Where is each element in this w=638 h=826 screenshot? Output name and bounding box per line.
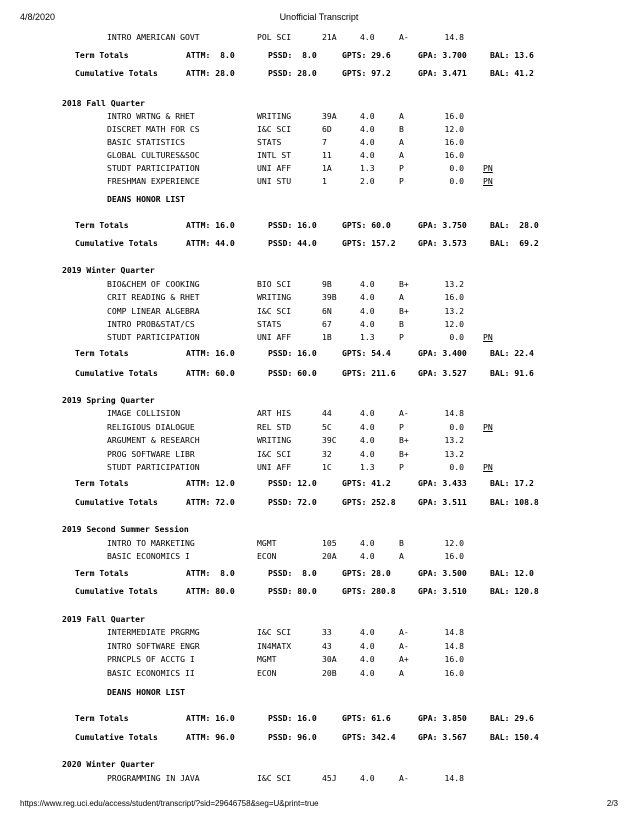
totals-points: GPTS: 61.6: [342, 713, 391, 723]
course-grade: A+: [399, 654, 409, 664]
totals-label: Cumulative Totals: [75, 68, 158, 78]
course-dept: MGMT: [257, 538, 277, 548]
course-number: 9B: [322, 279, 332, 289]
course-number: 45J: [322, 773, 337, 783]
course-grade: A: [399, 137, 404, 147]
course-grade: P: [399, 163, 404, 173]
totals-gpa: GPA: 3.527: [418, 368, 467, 378]
course-dept: ECON: [257, 551, 277, 561]
course-grade: B: [399, 538, 404, 548]
course-number: 5C: [322, 422, 332, 432]
totals-label: Cumulative Totals: [75, 497, 158, 507]
course-units: 4.0: [360, 306, 375, 316]
course-points: 16.0: [444, 654, 464, 664]
course-note: PN: [483, 422, 493, 432]
course-title: PROGRAMMING IN JAVA: [107, 773, 200, 783]
totals-gpa: GPA: 3.500: [418, 568, 467, 578]
totals-passed: PSSD: 8.0: [268, 568, 317, 578]
course-points: 12.0: [444, 319, 464, 329]
course-dept: UNI AFF: [257, 332, 292, 342]
course-number: 67: [322, 319, 332, 329]
course-number: 39B: [322, 292, 337, 302]
course-dept: I&C SCI: [257, 773, 292, 783]
totals-points: GPTS: 60.0: [342, 220, 391, 230]
course-dept: I&C SCI: [257, 627, 292, 637]
course-dept: ART HIS: [257, 408, 292, 418]
course-number: 44: [322, 408, 332, 418]
course-number: 6D: [322, 124, 332, 134]
quarter-heading: 2019 Fall Quarter: [62, 614, 145, 624]
course-number: 105: [322, 538, 337, 548]
course-number: 1B: [322, 332, 332, 342]
course-dept: MGMT: [257, 654, 277, 664]
course-points: 14.8: [444, 641, 464, 651]
course-points: 0.0: [449, 332, 464, 342]
course-dept: UNI AFF: [257, 462, 292, 472]
totals-gpa: GPA: 3.400: [418, 348, 467, 358]
page-number: 2/3: [606, 799, 618, 808]
course-units: 4.0: [360, 408, 375, 418]
course-title: BASIC STATISTICS: [107, 137, 185, 147]
course-title: RELIGIOUS DIALOGUE: [107, 422, 195, 432]
course-title: INTRO PROB&STAT/CS: [107, 319, 195, 329]
course-number: 30A: [322, 654, 337, 664]
course-points: 12.0: [444, 538, 464, 548]
totals-attempted: ATTM: 8.0: [186, 568, 235, 578]
course-grade: B: [399, 124, 404, 134]
course-title: INTRO TO MARKETING: [107, 538, 195, 548]
course-points: 14.8: [444, 773, 464, 783]
course-grade: A-: [399, 641, 409, 651]
course-points: 16.0: [444, 150, 464, 160]
quarter-heading: 2019 Spring Quarter: [62, 395, 155, 405]
course-title: INTERMEDIATE PRGRMG: [107, 627, 200, 637]
totals-balance: BAL: 29.6: [490, 713, 534, 723]
course-title: INTRO WRTNG & RHET: [107, 111, 195, 121]
course-dept: WRITING: [257, 435, 292, 445]
totals-balance: BAL: 12.0: [490, 568, 534, 578]
course-grade: A-: [399, 627, 409, 637]
totals-attempted: ATTM: 16.0: [186, 220, 235, 230]
totals-attempted: ATTM: 80.0: [186, 586, 235, 596]
course-grade: B: [399, 319, 404, 329]
honor-list-note: DEANS HONOR LIST: [107, 194, 185, 204]
totals-balance: BAL: 41.2: [490, 68, 534, 78]
totals-gpa: GPA: 3.471: [418, 68, 467, 78]
course-number: 39A: [322, 111, 337, 121]
course-units: 4.0: [360, 551, 375, 561]
course-number: 1: [322, 176, 327, 186]
totals-passed: PSSD: 96.0: [268, 732, 317, 742]
course-units: 4.0: [360, 668, 375, 678]
course-points: 16.0: [444, 137, 464, 147]
course-dept: STATS: [257, 319, 282, 329]
course-dept: INTL ST: [257, 150, 292, 160]
totals-attempted: ATTM: 44.0: [186, 238, 235, 248]
course-number: 6N: [322, 306, 332, 316]
totals-attempted: ATTM: 96.0: [186, 732, 235, 742]
course-units: 4.0: [360, 422, 375, 432]
course-title: FRESHMAN EXPERIENCE: [107, 176, 200, 186]
course-units: 4.0: [360, 292, 375, 302]
course-title: INTRO AMERICAN GOVT: [107, 32, 200, 42]
totals-gpa: GPA: 3.573: [418, 238, 467, 248]
totals-points: GPTS: 157.2: [342, 238, 396, 248]
course-units: 4.0: [360, 279, 375, 289]
course-points: 12.0: [444, 124, 464, 134]
course-title: DISCRET MATH FOR CS: [107, 124, 200, 134]
totals-gpa: GPA: 3.510: [418, 586, 467, 596]
course-title: COMP LINEAR ALGEBRA: [107, 306, 200, 316]
totals-balance: BAL: 91.6: [490, 368, 534, 378]
course-points: 14.8: [444, 32, 464, 42]
totals-balance: BAL: 120.8: [490, 586, 539, 596]
totals-label: Term Totals: [75, 348, 129, 358]
quarter-heading: 2019 Second Summer Session: [62, 524, 189, 534]
course-grade: A: [399, 111, 404, 121]
totals-passed: PSSD: 44.0: [268, 238, 317, 248]
totals-attempted: ATTM: 8.0: [186, 50, 235, 60]
course-number: 43: [322, 641, 332, 651]
totals-label: Cumulative Totals: [75, 238, 158, 248]
totals-points: GPTS: 280.8: [342, 586, 396, 596]
totals-passed: PSSD: 8.0: [268, 50, 317, 60]
course-units: 4.0: [360, 32, 375, 42]
course-points: 14.8: [444, 627, 464, 637]
course-number: 33: [322, 627, 332, 637]
course-grade: B+: [399, 435, 409, 445]
course-units: 4.0: [360, 641, 375, 651]
totals-points: GPTS: 28.0: [342, 568, 391, 578]
course-units: 4.0: [360, 124, 375, 134]
course-points: 0.0: [449, 176, 464, 186]
course-units: 4.0: [360, 538, 375, 548]
totals-attempted: ATTM: 60.0: [186, 368, 235, 378]
course-number: 20B: [322, 668, 337, 678]
totals-balance: BAL: 13.6: [490, 50, 534, 60]
totals-gpa: GPA: 3.700: [418, 50, 467, 60]
course-title: BASIC ECONOMICS I: [107, 551, 190, 561]
course-title: BIO&CHEM OF COOKING: [107, 279, 200, 289]
course-title: CRIT READING & RHET: [107, 292, 200, 302]
totals-points: GPTS: 211.6: [342, 368, 396, 378]
course-points: 13.2: [444, 435, 464, 445]
course-dept: POL SCI: [257, 32, 292, 42]
page-url: https://www.reg.uci.edu/access/student/transcript/?sid=29646758&seg=U&print=true: [20, 799, 319, 808]
course-grade: B+: [399, 279, 409, 289]
course-points: 0.0: [449, 462, 464, 472]
totals-points: GPTS: 41.2: [342, 478, 391, 488]
course-units: 4.0: [360, 435, 375, 445]
totals-attempted: ATTM: 72.0: [186, 497, 235, 507]
course-grade: P: [399, 462, 404, 472]
course-points: 13.2: [444, 306, 464, 316]
totals-label: Cumulative Totals: [75, 368, 158, 378]
course-points: 16.0: [444, 292, 464, 302]
course-title: ARGUMENT & RESEARCH: [107, 435, 200, 445]
course-dept: I&C SCI: [257, 449, 292, 459]
course-grade: A: [399, 292, 404, 302]
course-units: 4.0: [360, 654, 375, 664]
course-points: 14.8: [444, 408, 464, 418]
totals-label: Cumulative Totals: [75, 732, 158, 742]
course-points: 13.2: [444, 279, 464, 289]
totals-balance: BAL: 108.8: [490, 497, 539, 507]
course-units: 4.0: [360, 111, 375, 121]
course-grade: A: [399, 551, 404, 561]
totals-points: GPTS: 54.4: [342, 348, 391, 358]
totals-passed: PSSD: 28.0: [268, 68, 317, 78]
course-number: 39C: [322, 435, 337, 445]
course-grade: P: [399, 176, 404, 186]
course-number: 1C: [322, 462, 332, 472]
totals-passed: PSSD: 16.0: [268, 713, 317, 723]
course-number: 20A: [322, 551, 337, 561]
course-dept: UNI AFF: [257, 163, 292, 173]
totals-label: Term Totals: [75, 50, 129, 60]
totals-passed: PSSD: 16.0: [268, 348, 317, 358]
totals-passed: PSSD: 72.0: [268, 497, 317, 507]
course-grade: A-: [399, 32, 409, 42]
totals-passed: PSSD: 80.0: [268, 586, 317, 596]
totals-attempted: ATTM: 28.0: [186, 68, 235, 78]
course-dept: I&C SCI: [257, 306, 292, 316]
quarter-heading: 2020 Winter Quarter: [62, 759, 155, 769]
course-title: STUDT PARTICIPATION: [107, 462, 200, 472]
totals-gpa: GPA: 3.511: [418, 497, 467, 507]
course-number: 32: [322, 449, 332, 459]
course-points: 16.0: [444, 111, 464, 121]
totals-label: Term Totals: [75, 220, 129, 230]
totals-label: Term Totals: [75, 568, 129, 578]
totals-label: Term Totals: [75, 478, 129, 488]
course-points: 16.0: [444, 668, 464, 678]
totals-balance: BAL: 28.0: [490, 220, 539, 230]
course-title: STUDT PARTICIPATION: [107, 163, 200, 173]
course-units: 2.0: [360, 176, 375, 186]
totals-passed: PSSD: 16.0: [268, 220, 317, 230]
course-dept: ECON: [257, 668, 277, 678]
course-note: PN: [483, 332, 493, 342]
totals-label: Term Totals: [75, 713, 129, 723]
course-title: BASIC ECONOMICS II: [107, 668, 195, 678]
totals-balance: BAL: 69.2: [490, 238, 539, 248]
course-title: IMAGE COLLISION: [107, 408, 181, 418]
totals-gpa: GPA: 3.567: [418, 732, 467, 742]
course-grade: P: [399, 332, 404, 342]
course-dept: BIO SCI: [257, 279, 292, 289]
print-date: 4/8/2020: [20, 12, 56, 22]
course-grade: B+: [399, 449, 409, 459]
course-units: 4.0: [360, 319, 375, 329]
course-number: 1A: [322, 163, 332, 173]
course-units: 4.0: [360, 449, 375, 459]
course-note: PN: [483, 163, 493, 173]
course-points: 0.0: [449, 163, 464, 173]
totals-attempted: ATTM: 12.0: [186, 478, 235, 488]
course-number: 11: [322, 150, 332, 160]
course-points: 0.0: [449, 422, 464, 432]
totals-balance: BAL: 22.4: [490, 348, 534, 358]
course-dept: I&C SCI: [257, 124, 292, 134]
totals-points: GPTS: 29.6: [342, 50, 391, 60]
honor-list-note: DEANS HONOR LIST: [107, 687, 185, 697]
course-units: 4.0: [360, 150, 375, 160]
course-units: 1.3: [360, 462, 375, 472]
totals-gpa: GPA: 3.750: [418, 220, 467, 230]
course-number: 7: [322, 137, 327, 147]
course-number: 21A: [322, 32, 337, 42]
totals-points: GPTS: 342.4: [342, 732, 396, 742]
totals-balance: BAL: 17.2: [490, 478, 534, 488]
totals-gpa: GPA: 3.433: [418, 478, 467, 488]
totals-points: GPTS: 252.8: [342, 497, 396, 507]
course-dept: REL STD: [257, 422, 292, 432]
course-title: PROG SOFTWARE LIBR: [107, 449, 195, 459]
course-units: 1.3: [360, 332, 375, 342]
totals-label: Cumulative Totals: [75, 586, 158, 596]
course-dept: STATS: [257, 137, 282, 147]
course-points: 13.2: [444, 449, 464, 459]
course-grade: A-: [399, 408, 409, 418]
totals-passed: PSSD: 12.0: [268, 478, 317, 488]
course-grade: A: [399, 150, 404, 160]
course-grade: B+: [399, 306, 409, 316]
course-title: PRNCPLS OF ACCTG I: [107, 654, 195, 664]
course-units: 4.0: [360, 627, 375, 637]
course-dept: UNI STU: [257, 176, 292, 186]
quarter-heading: 2019 Winter Quarter: [62, 265, 155, 275]
totals-attempted: ATTM: 16.0: [186, 713, 235, 723]
course-title: GLOBAL CULTURES&SOC: [107, 150, 200, 160]
course-points: 16.0: [444, 551, 464, 561]
course-dept: IN4MATX: [257, 641, 292, 651]
course-units: 1.3: [360, 163, 375, 173]
totals-points: GPTS: 97.2: [342, 68, 391, 78]
course-grade: A: [399, 668, 404, 678]
course-dept: WRITING: [257, 111, 292, 121]
course-note: PN: [483, 462, 493, 472]
course-note: PN: [483, 176, 493, 186]
totals-attempted: ATTM: 16.0: [186, 348, 235, 358]
course-units: 4.0: [360, 137, 375, 147]
course-grade: A-: [399, 773, 409, 783]
course-dept: WRITING: [257, 292, 292, 302]
totals-balance: BAL: 150.4: [490, 732, 539, 742]
totals-passed: PSSD: 60.0: [268, 368, 317, 378]
totals-gpa: GPA: 3.850: [418, 713, 467, 723]
course-title: INTRO SOFTWARE ENGR: [107, 641, 200, 651]
page-title: Unofficial Transcript: [279, 12, 359, 22]
course-title: STUDT PARTICIPATION: [107, 332, 200, 342]
course-units: 4.0: [360, 773, 375, 783]
quarter-heading: 2018 Fall Quarter: [62, 98, 145, 108]
course-grade: P: [399, 422, 404, 432]
